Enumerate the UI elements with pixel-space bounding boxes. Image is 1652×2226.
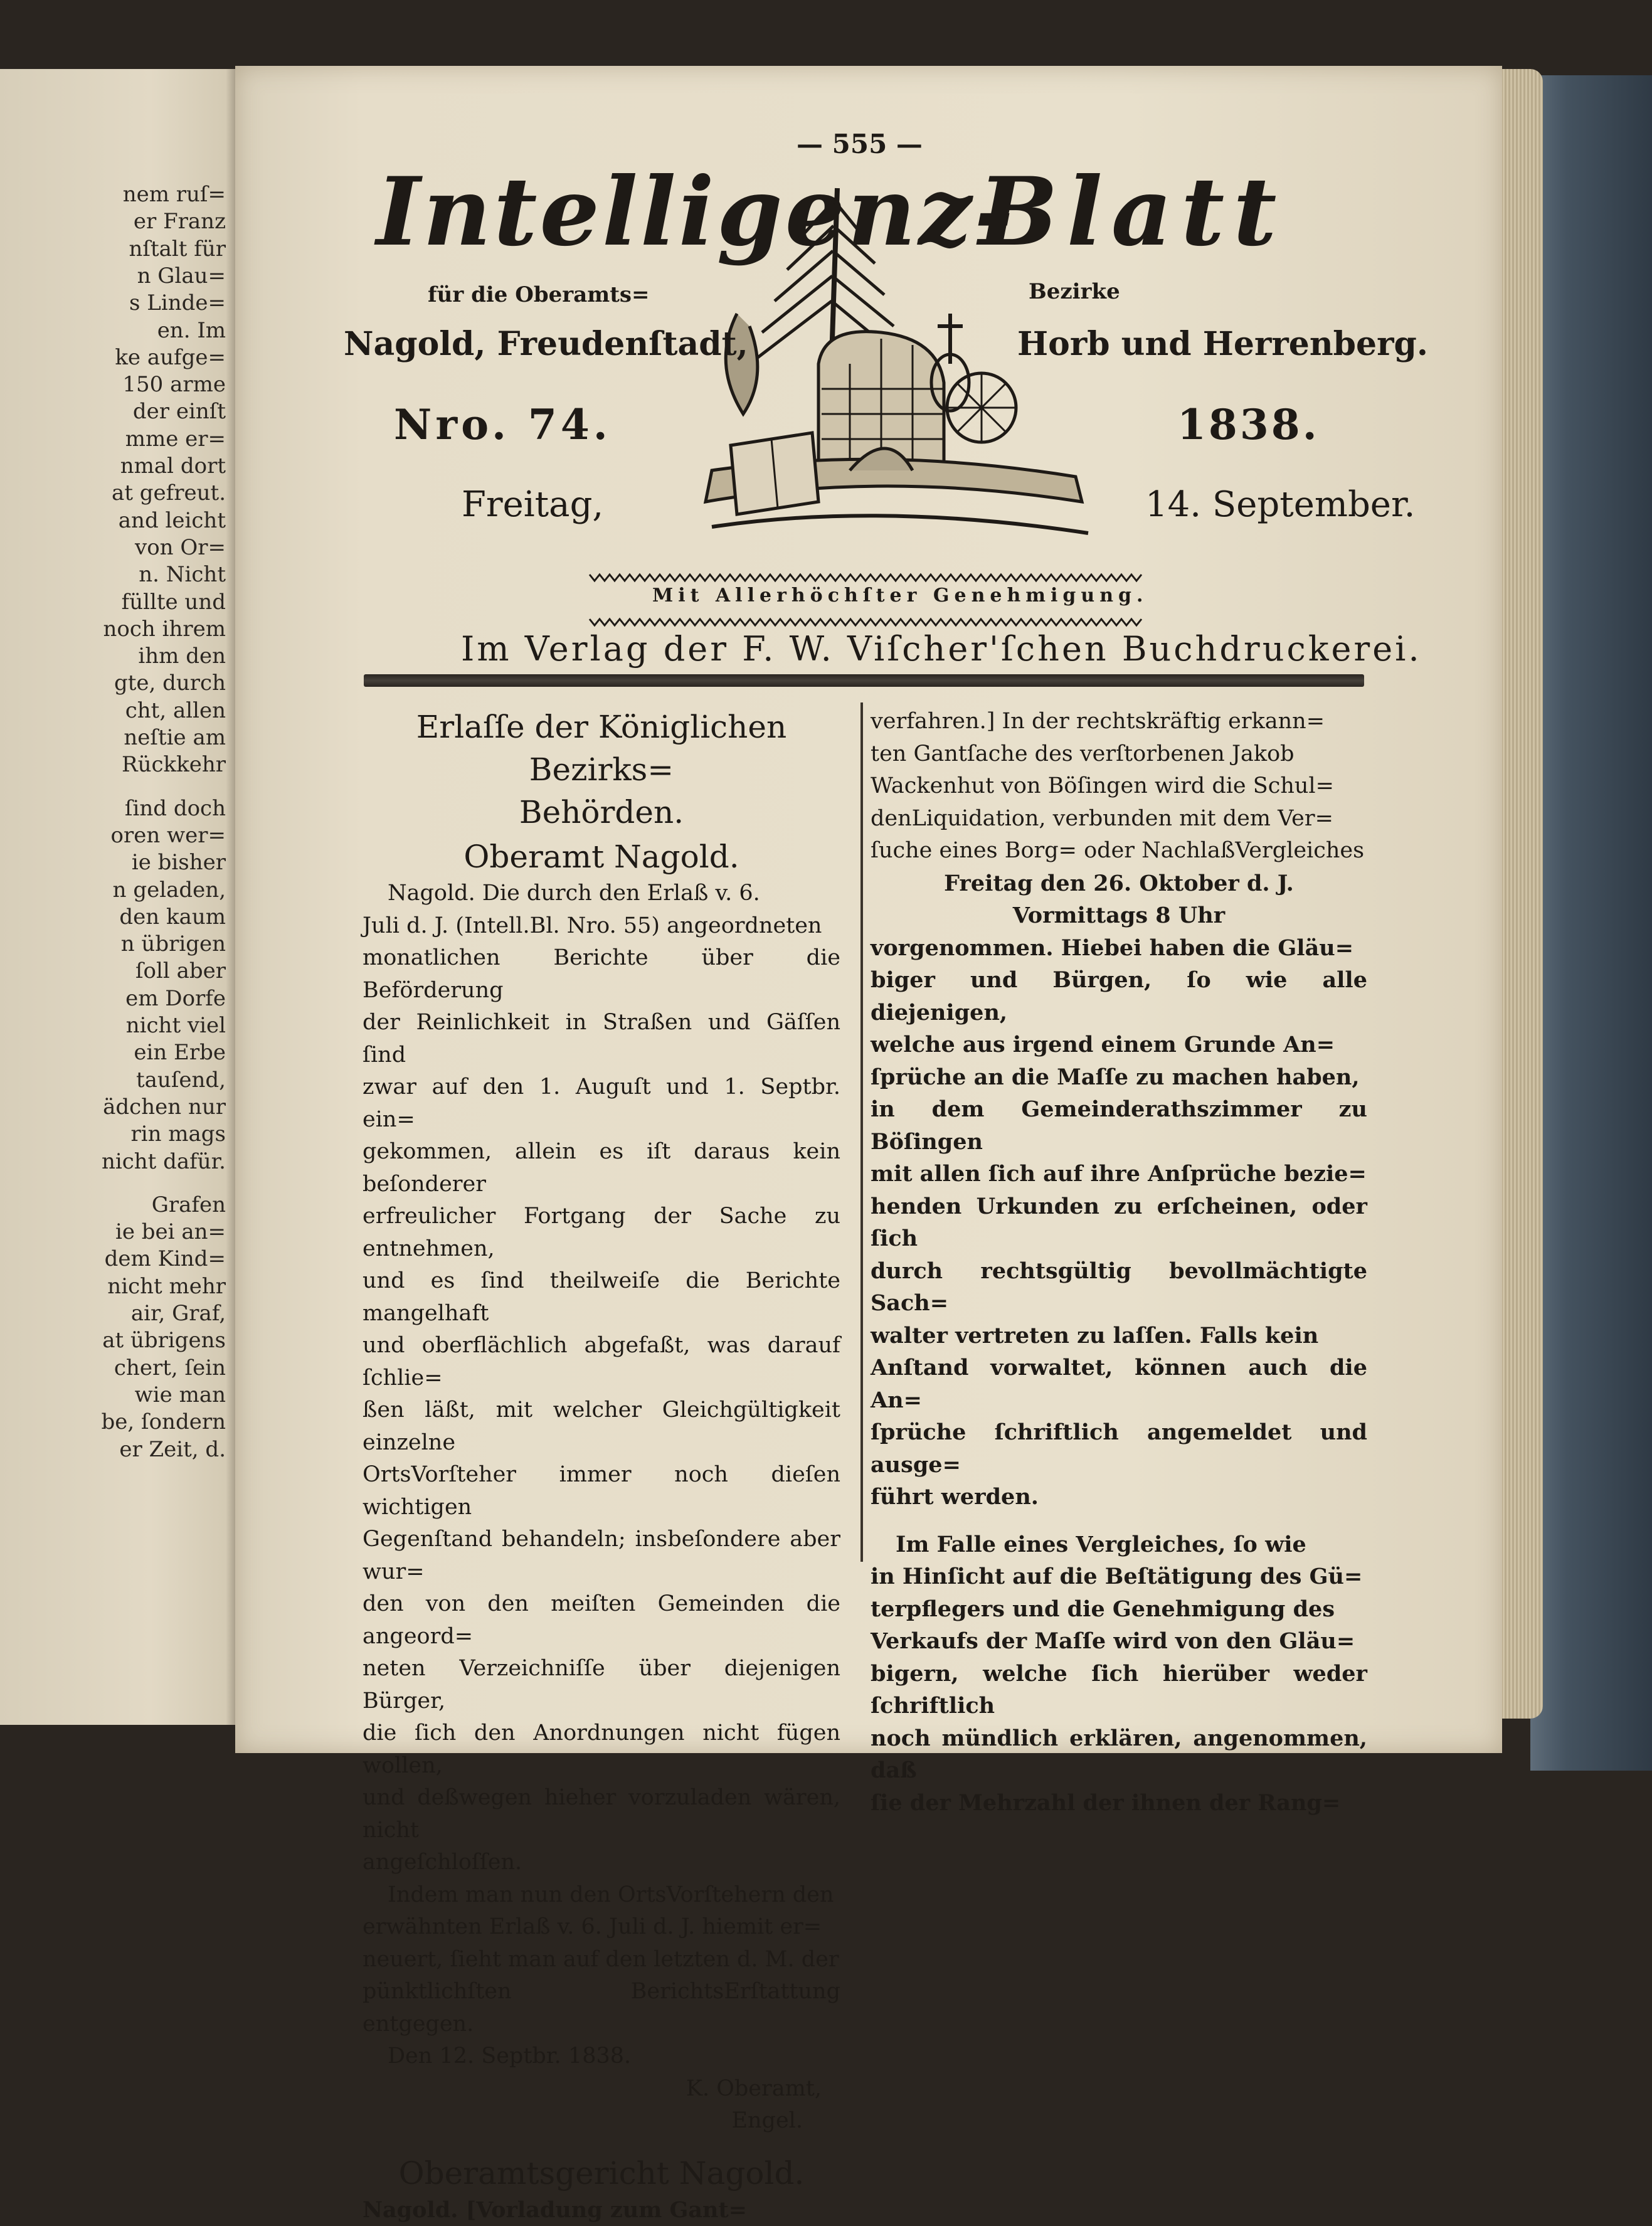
left-page-line: gte, durch bbox=[114, 670, 226, 696]
left-page-line: ädchen nur bbox=[103, 1094, 226, 1120]
text-line: neuert, ſieht man auf den letzten d. M. der bbox=[363, 1944, 840, 1976]
left-page-line: tauſend, bbox=[136, 1068, 226, 1093]
text-line: ſprüche ſchriftlich angemeldet und ausge= bbox=[871, 1416, 1367, 1481]
masthead-ornament-tree-icon bbox=[674, 176, 1107, 564]
text-line: durch rechtsgültig bevollmächtigte Sach= bbox=[871, 1255, 1367, 1320]
left-page-line: Rückkehr bbox=[122, 752, 226, 777]
text-line: erwähnten Erlaß v. 6. Juli d. J. hiemit er= bbox=[363, 1911, 840, 1944]
masthead-title-right: Blatt bbox=[978, 157, 1286, 267]
text-line: welche aus irgend einem Grunde An= bbox=[871, 1029, 1367, 1061]
text-line: gekommen, allein es iſt daraus kein beſonderer bbox=[363, 1136, 840, 1200]
left-column bbox=[363, 706, 840, 2226]
page-number: — 555 — bbox=[797, 129, 923, 159]
right-column bbox=[871, 706, 1367, 1819]
left-page-line: nicht viel bbox=[126, 1013, 226, 1038]
text-line: den von den meiſten Gemeinden die angeord= bbox=[363, 1588, 840, 1653]
text-line: walter vertreten zu laſſen. Falls kein bbox=[871, 1320, 1367, 1352]
text-line: und oberflächlich abgefaßt, was darauf ſchlie= bbox=[363, 1330, 840, 1394]
text-line: Wackenhut von Böſingen wird die Schul= bbox=[871, 770, 1367, 803]
section-heading-oberamt: Oberamt Nagold. bbox=[363, 836, 840, 877]
left-page-line: nicht mehr bbox=[107, 1274, 226, 1299]
text-line: führt werden. bbox=[871, 1481, 1367, 1513]
left-page-line: der einſt bbox=[133, 399, 226, 424]
left-page-line: at übrigens bbox=[102, 1328, 226, 1353]
text-line: angeſchloſſen. bbox=[363, 1847, 840, 1879]
left-page-line: noch ihrem bbox=[103, 617, 226, 642]
text-line: ten Gantſache des verſtorbenen Jakob bbox=[871, 738, 1367, 771]
left-page-line: ein Erbe bbox=[134, 1040, 226, 1065]
text-line: der Reinlichkeit in Straßen und Gäſſen ſind bbox=[363, 1007, 840, 1071]
book-cover-edge bbox=[1530, 75, 1652, 1771]
text-line: erfreulicher Fortgang der Sache zu entnehmen, bbox=[363, 1200, 840, 1265]
left-page-line: be, ſondern bbox=[102, 1409, 226, 1434]
summons-paragraph-3 bbox=[871, 1529, 1367, 1820]
text-line: OrtsVorſteher immer noch dieſen wichtigen bbox=[363, 1459, 840, 1524]
left-page-line: er Franz bbox=[134, 209, 226, 234]
summons-paragraph-1 bbox=[871, 706, 1367, 867]
page-edges bbox=[1499, 69, 1543, 1719]
text-line: Im Falle eines Vergleiches, ſo wie bbox=[871, 1529, 1367, 1561]
notice-paragraph-2 bbox=[363, 1879, 840, 2041]
subtitle-right-2: Horb und Herrenberg. bbox=[1017, 325, 1428, 363]
left-page-line: n geladen, bbox=[113, 877, 226, 903]
summons-time: Vormittags 8 Uhr bbox=[871, 899, 1367, 932]
left-page-line: wie man bbox=[135, 1382, 226, 1407]
section-heading-gericht: Oberamtsgericht Nagold. bbox=[363, 2153, 840, 2194]
issue-weekday: Freitag, bbox=[462, 484, 603, 525]
left-page-line: n Glau= bbox=[137, 263, 226, 289]
text-line: verfahren.] In der rechtskräftig erkann= bbox=[871, 706, 1367, 738]
left-page-line: ie bisher bbox=[132, 850, 226, 875]
text-line: monatlichen Berichte über die Beförderung bbox=[363, 942, 840, 1007]
subtitle-right-1: Bezirke bbox=[1029, 279, 1120, 304]
left-page-line: er Zeit, d. bbox=[119, 1437, 226, 1462]
text-line: Indem man nun den OrtsVorſtehern den bbox=[363, 1879, 840, 1912]
text-line: Nagold. Die durch den Erlaß v. 6. bbox=[363, 877, 840, 910]
signature-office: K. Oberamt, bbox=[363, 2073, 840, 2106]
left-page-line: neſtie am bbox=[124, 725, 226, 750]
text-line: und deßwegen hieher vorzuladen wären, nicht bbox=[363, 1782, 840, 1847]
issue-year: 1838. bbox=[1177, 400, 1320, 449]
text-line: Juli d. J. (Intell.Bl. Nro. 55) angeordneten bbox=[363, 910, 840, 943]
issue-date: 14. September. bbox=[1145, 484, 1415, 525]
left-page-line: ihm den bbox=[138, 644, 226, 669]
text-line: ſie der Mehrzahl der ihnen der Rang= bbox=[871, 1787, 1367, 1820]
text-line: und es ſind theilweiſe die Berichte mangelhaft bbox=[363, 1265, 840, 1330]
text-line: ſuche eines Borg= oder NachlaßVergleiches bbox=[871, 835, 1367, 867]
text-line: noch mündlich erklären, angenommen, daß bbox=[871, 1722, 1367, 1787]
masthead-rule bbox=[364, 674, 1364, 687]
text-line: Anſtand vorwaltet, können auch die An= bbox=[871, 1352, 1367, 1416]
subtitle-left-1: für die Oberamts= bbox=[428, 282, 650, 307]
text-line: bigern, welche ſich hierüber weder ſchriftlich bbox=[871, 1658, 1367, 1722]
text-line: ßen läßt, mit welcher Gleichgültigkeit einzelne bbox=[363, 1394, 840, 1459]
left-page-line: at gefreut. bbox=[112, 480, 226, 506]
zigzag-rule-bottom bbox=[590, 617, 1141, 628]
left-page-line: ſoll aber bbox=[135, 958, 226, 983]
left-page-line: ke aufge= bbox=[115, 345, 226, 370]
left-page-line: mme er= bbox=[125, 427, 226, 452]
text-line: denLiquidation, verbunden mit dem Ver= bbox=[871, 803, 1367, 835]
column-rule bbox=[860, 702, 863, 1562]
left-page-line: füllte und bbox=[122, 590, 226, 615]
left-page-line: nſtalt für bbox=[129, 236, 226, 262]
left-page-line: n. Nicht bbox=[139, 562, 226, 587]
text-line: in Hinſicht auf die Beſtätigung des Gü= bbox=[871, 1561, 1367, 1593]
left-page-line: nicht dafür. bbox=[102, 1149, 226, 1174]
left-page-line: cht, allen bbox=[125, 698, 226, 723]
left-page-line: oren wer= bbox=[110, 823, 226, 848]
masthead-title-left: Intelligenz- bbox=[376, 157, 1016, 267]
left-page-line: nem ruſ= bbox=[123, 182, 226, 207]
text-line: henden Urkunden zu erſcheinen, oder ſich bbox=[871, 1190, 1367, 1255]
text-line: die ſich den Anordnungen nicht fügen wollen, bbox=[363, 1717, 840, 1782]
text-line: in dem Gemeinderathszimmer zu Böſingen bbox=[871, 1093, 1367, 1158]
left-page-line: Grafen bbox=[152, 1192, 226, 1217]
notice-paragraph-1 bbox=[363, 877, 840, 1879]
text-line: terpflegers und die Genehmigung des bbox=[871, 1593, 1367, 1626]
text-line: vorgenommen. Hiebei haben die Gläu= bbox=[871, 932, 1367, 965]
left-page-line: 150 arme bbox=[122, 372, 226, 397]
text-line: zwar auf den 1. Auguſt und 1. Septbr. ein= bbox=[363, 1071, 840, 1136]
left-page-line: air, Graf, bbox=[131, 1301, 226, 1326]
left-page-line: den kaum bbox=[119, 904, 226, 930]
subtitle-left-2: Nagold, Freudenſtadt, bbox=[344, 325, 748, 363]
text-line: biger und Bürgen, ſo wie alle diejenigen, bbox=[871, 964, 1367, 1029]
summons-first-line: Nagold. [Vorladung zum Gant= bbox=[363, 2194, 840, 2226]
text-line: Verkaufs der Maſſe wird von den Gläu= bbox=[871, 1625, 1367, 1658]
text-line: mit allen ſich auf ihre Anſprüche bezie= bbox=[871, 1158, 1367, 1190]
zigzag-rule-top bbox=[590, 572, 1141, 583]
left-page-line: nmal dort bbox=[120, 453, 226, 479]
left-page-line: em Dorfe bbox=[125, 986, 226, 1011]
notice-date: Den 12. Septbr. 1838. bbox=[363, 2040, 840, 2073]
text-line: ſprüche an die Maſſe zu machen haben, bbox=[871, 1061, 1367, 1094]
left-page-line: and leicht bbox=[119, 508, 226, 533]
text-line: neten Verzeichniſſe über diejenigen Bürger, bbox=[363, 1653, 840, 1717]
left-page-line: chert, ſein bbox=[114, 1355, 226, 1381]
text-line: pünktlichſten BerichtsErſtattung entgegen. bbox=[363, 1976, 840, 2040]
text-line: Gegenſtand behandeln; insbeſondere aber wur= bbox=[363, 1524, 840, 1588]
summons-date: Freitag den 26. Oktober d. J. bbox=[871, 867, 1367, 900]
left-page-line: dem Kind= bbox=[105, 1246, 226, 1271]
left-page-line: n übrigen bbox=[121, 931, 226, 957]
left-page-line: ſind doch bbox=[125, 796, 226, 821]
left-page bbox=[0, 69, 251, 1725]
permission-line: Mit Allerhöchſter Genehmigung. bbox=[652, 585, 1148, 607]
left-page-line: ie bei an= bbox=[115, 1219, 226, 1244]
left-page-line: en. Im bbox=[157, 318, 226, 343]
signature-name: Engel. bbox=[363, 2105, 840, 2138]
left-page-line: rin mags bbox=[130, 1121, 226, 1147]
left-page-line: s Linde= bbox=[129, 290, 226, 315]
publisher-line: Im Verlag der F. W. Viſcher'ſchen Buchdruckerei. bbox=[461, 629, 1422, 669]
issue-number: Nro. 74. bbox=[394, 400, 612, 449]
column-heading-2: Behörden. bbox=[363, 791, 840, 834]
left-page-line: von Or= bbox=[135, 535, 226, 560]
column-heading-1: Erlaſſe der Königlichen Bezirks= bbox=[363, 706, 840, 791]
summons-paragraph-2 bbox=[871, 932, 1367, 1513]
